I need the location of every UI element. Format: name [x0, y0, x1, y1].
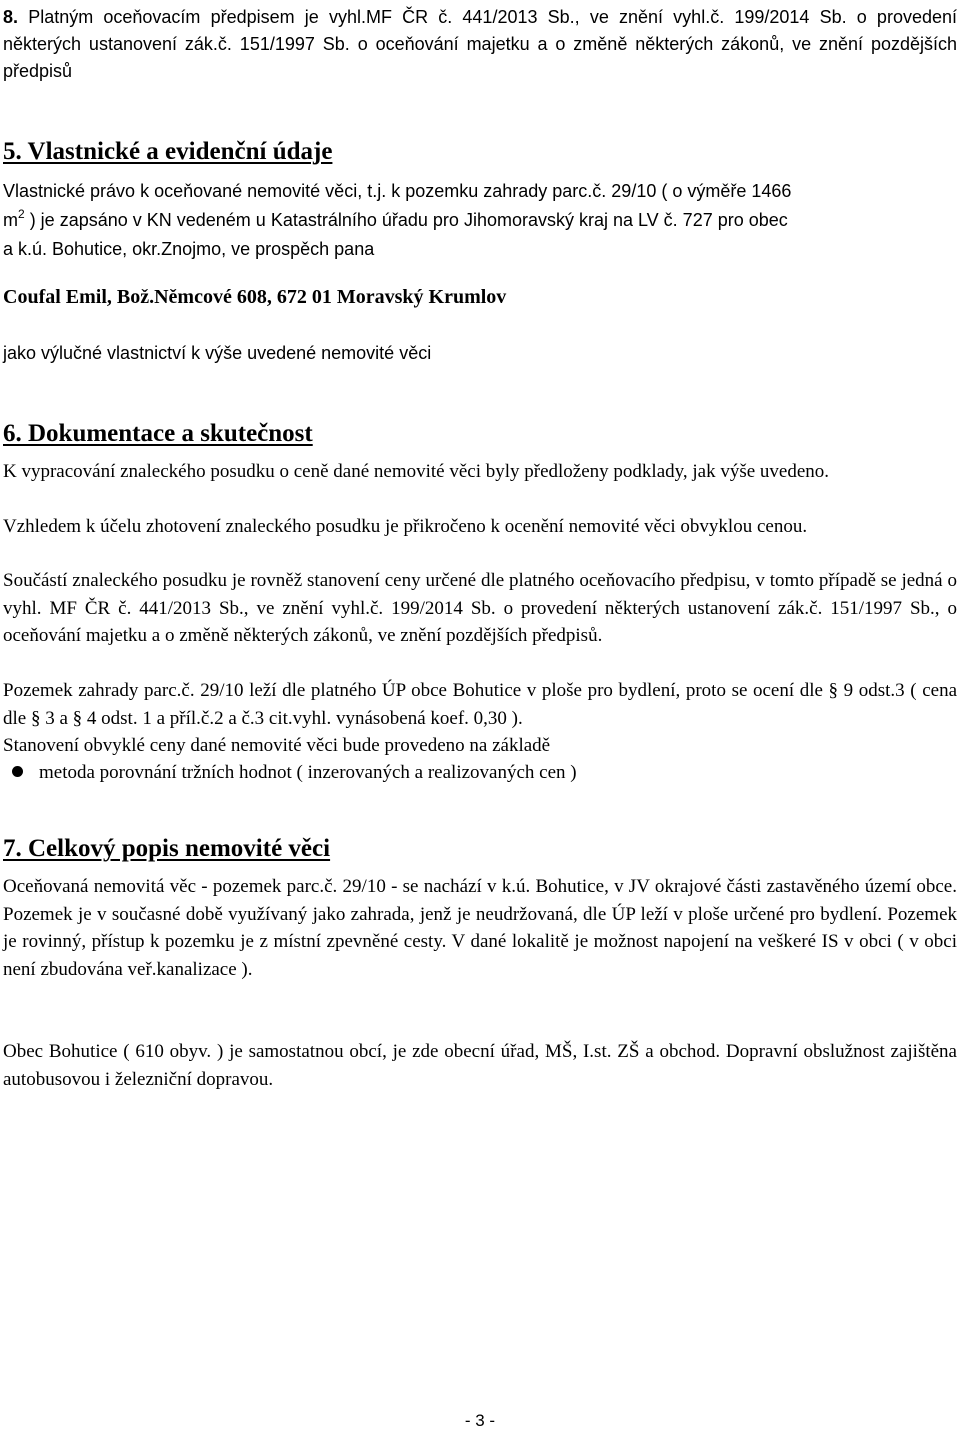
section-5-heading-text: 5. Vlastnické a evidenční údaje [3, 138, 333, 165]
section-7-paragraph-2: Obec Bohutice ( 610 obyv. ) je samostatnou obcí, je zde obecní úřad, MŠ, I.st. ZŠ a obchod. Dopravní obslužnost zajištěna autobusovou i železniční dopravou. [3, 1041, 957, 1090]
valuation-method-text: metoda porovnání tržních hodnot ( inzerovaných a realizovaných cen ) [39, 762, 577, 783]
section-6-paragraph-1: K vypracování znaleckého posudku o ceně dané nemovité věci byly předloženy podklady, jak výše uvedeno. [3, 461, 830, 482]
bullet-icon [12, 766, 23, 777]
owner-name-address: Coufal Emil, Bož.Němcové 608, 672 01 Moravský Krumlov [3, 286, 507, 308]
section-7-heading-text: 7. Celkový popis nemovité věci [3, 835, 331, 862]
valuation-method-list-item [12, 759, 952, 787]
section-5-heading [3, 138, 332, 166]
section-6-heading-text: 6. Dokumentace a skutečnost [3, 420, 313, 447]
section-6-paragraph-3: Součástí znaleckého posudku je rovněž stanovení ceny určené dle platného oceňovacího předpisu, v tomto případě se jedná o vyhl. MF ČR č. 441/2013 Sb., ve znění vyhl.č. 199/2014 Sb. o provedení některých ustanovení zák.č. 151/1997 Sb., o oceňování majetku a o změně některých zákonů, ve znění pozdějších předpisů. [3, 570, 957, 646]
page-number: - 3 - [464, 1411, 496, 1430]
section-6-paragraph-4: Pozemek zahrady parc.č. 29/10 leží dle platného ÚP obce Bohutice v ploše pro bydlení, proto se ocení dle § 9 odst.3 ( cena dle § 3 a § 4 odst. 1 a příl.č.2 a č.3 cit.vyhl. vynásobená koef. 0,30 ). [3, 680, 957, 729]
ownership-line-2-superscript: 2 [18, 207, 25, 221]
section-6-paragraph-2: Vzhledem k účelu zhotovení znaleckého posudku je přikročeno k ocenění nemovité věci obvyklou cenou. [3, 516, 808, 537]
ownership-line-2: ) je zapsáno v KN vedeném u Katastrálního úřadu pro Jihomoravský kraj na LV č. 727 pro obec [24, 210, 788, 230]
ownership-line-1: Vlastnické právo k oceňované nemovité věci, t.j. k pozemku zahrady parc.č. 29/10 ( o výměře 1466 [3, 181, 792, 201]
section-6-heading [3, 420, 313, 448]
section-6-paragraph-5: Stanovení obvyklé ceny dané nemovité věci bude provedeno na základě [3, 735, 551, 756]
section-8-paragraph [3, 4, 957, 85]
section-8-number: 8. [3, 7, 19, 27]
ownership-line-3: a k.ú. Bohutice, okr.Znojmo, ve prospěch pana [3, 239, 375, 259]
section-7-paragraph-1: Oceňovaná nemovitá věc - pozemek parc.č. 29/10 - se nachází v k.ú. Bohutice, v JV okrajové části zastavěného území obce. Pozemek je v současné době využívaný jako zahrada, jenž je neudržovaná, dle ÚP leží v ploše určené pro bydlení. Pozemek je rovinný, přístup k pozemku je z místní zpevněné cesty. V dané lokalitě je možnost napojení na veškeré IS v obci ( v obci není zbudována veř.kanalizace ). [3, 876, 957, 980]
section-8-text: Platným oceňovacím předpisem je vyhl.MF ČR č. 441/2013 Sb., ve znění vyhl.č. 199/2014 Sb. o provedení některých ustanovení zák.č. 151/1997 Sb. o oceňování majetku a o změně některých zákonů, ve znění pozdějších předpisů [3, 7, 957, 81]
section-5-ownership-paragraph [3, 177, 957, 264]
ownership-line-2-unit: m [3, 210, 18, 230]
section-7-heading [3, 835, 330, 863]
ownership-type: jako výlučné vlastnictví k výše uvedené nemovité věci [3, 343, 432, 363]
